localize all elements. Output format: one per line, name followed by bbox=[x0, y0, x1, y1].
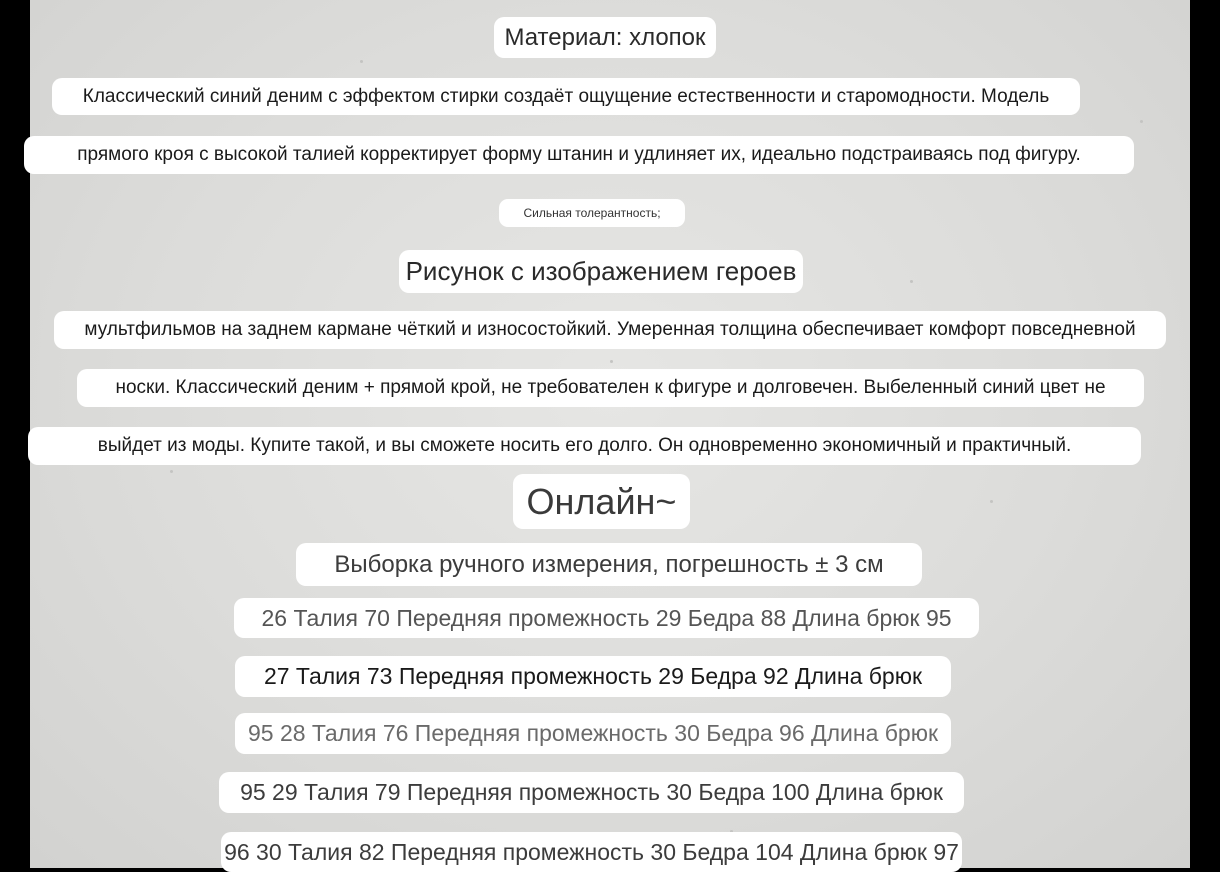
measurement-note: Выборка ручного измерения, погрешность ± 3 см bbox=[296, 543, 922, 586]
material-label: Материал: хлопок bbox=[494, 17, 716, 58]
size-row: 96 30 Талия 82 Передняя промежность 30 Бедра 104 Длина брюк 97 bbox=[221, 832, 962, 872]
online-heading: Онлайн~ bbox=[513, 474, 690, 529]
tolerance-label: Сильная толерантность; bbox=[499, 199, 685, 227]
size-row: 26 Талия 70 Передняя промежность 29 Бедра 88 Длина брюк 95 bbox=[234, 598, 979, 638]
details-line-2: носки. Классический деним + прямой крой, не требователен к фигуре и долговечен. Выбеленный синий цвет не bbox=[77, 369, 1144, 407]
background-speck bbox=[170, 470, 173, 473]
size-row: 27 Талия 73 Передняя промежность 29 Бедра 92 Длина брюк bbox=[235, 656, 951, 697]
background-speck bbox=[1140, 120, 1143, 123]
size-row: 95 29 Талия 79 Передняя промежность 30 Бедра 100 Длина брюк bbox=[219, 772, 964, 813]
print-heading: Рисунок с изображением героев bbox=[399, 250, 803, 293]
description-line-2: прямого кроя с высокой талией корректирует форму штанин и удлиняет их, идеально подстраиваясь под фигуру. bbox=[24, 136, 1134, 174]
background-speck bbox=[910, 280, 913, 283]
background-speck bbox=[360, 60, 363, 63]
details-line-3: выйдет из моды. Купите такой, и вы сможете носить его долго. Он одновременно экономичный и практичный. bbox=[28, 427, 1141, 465]
size-row: 95 28 Талия 76 Передняя промежность 30 Бедра 96 Длина брюк bbox=[235, 713, 951, 754]
background-speck bbox=[610, 360, 613, 363]
description-line-1: Классический синий деним с эффектом стирки создаёт ощущение естественности и старомодности. Модель bbox=[52, 78, 1080, 115]
details-line-1: мультфильмов на заднем кармане чёткий и износостойкий. Умеренная толщина обеспечивает комфорт повседневной bbox=[54, 311, 1166, 349]
background-speck bbox=[990, 500, 993, 503]
